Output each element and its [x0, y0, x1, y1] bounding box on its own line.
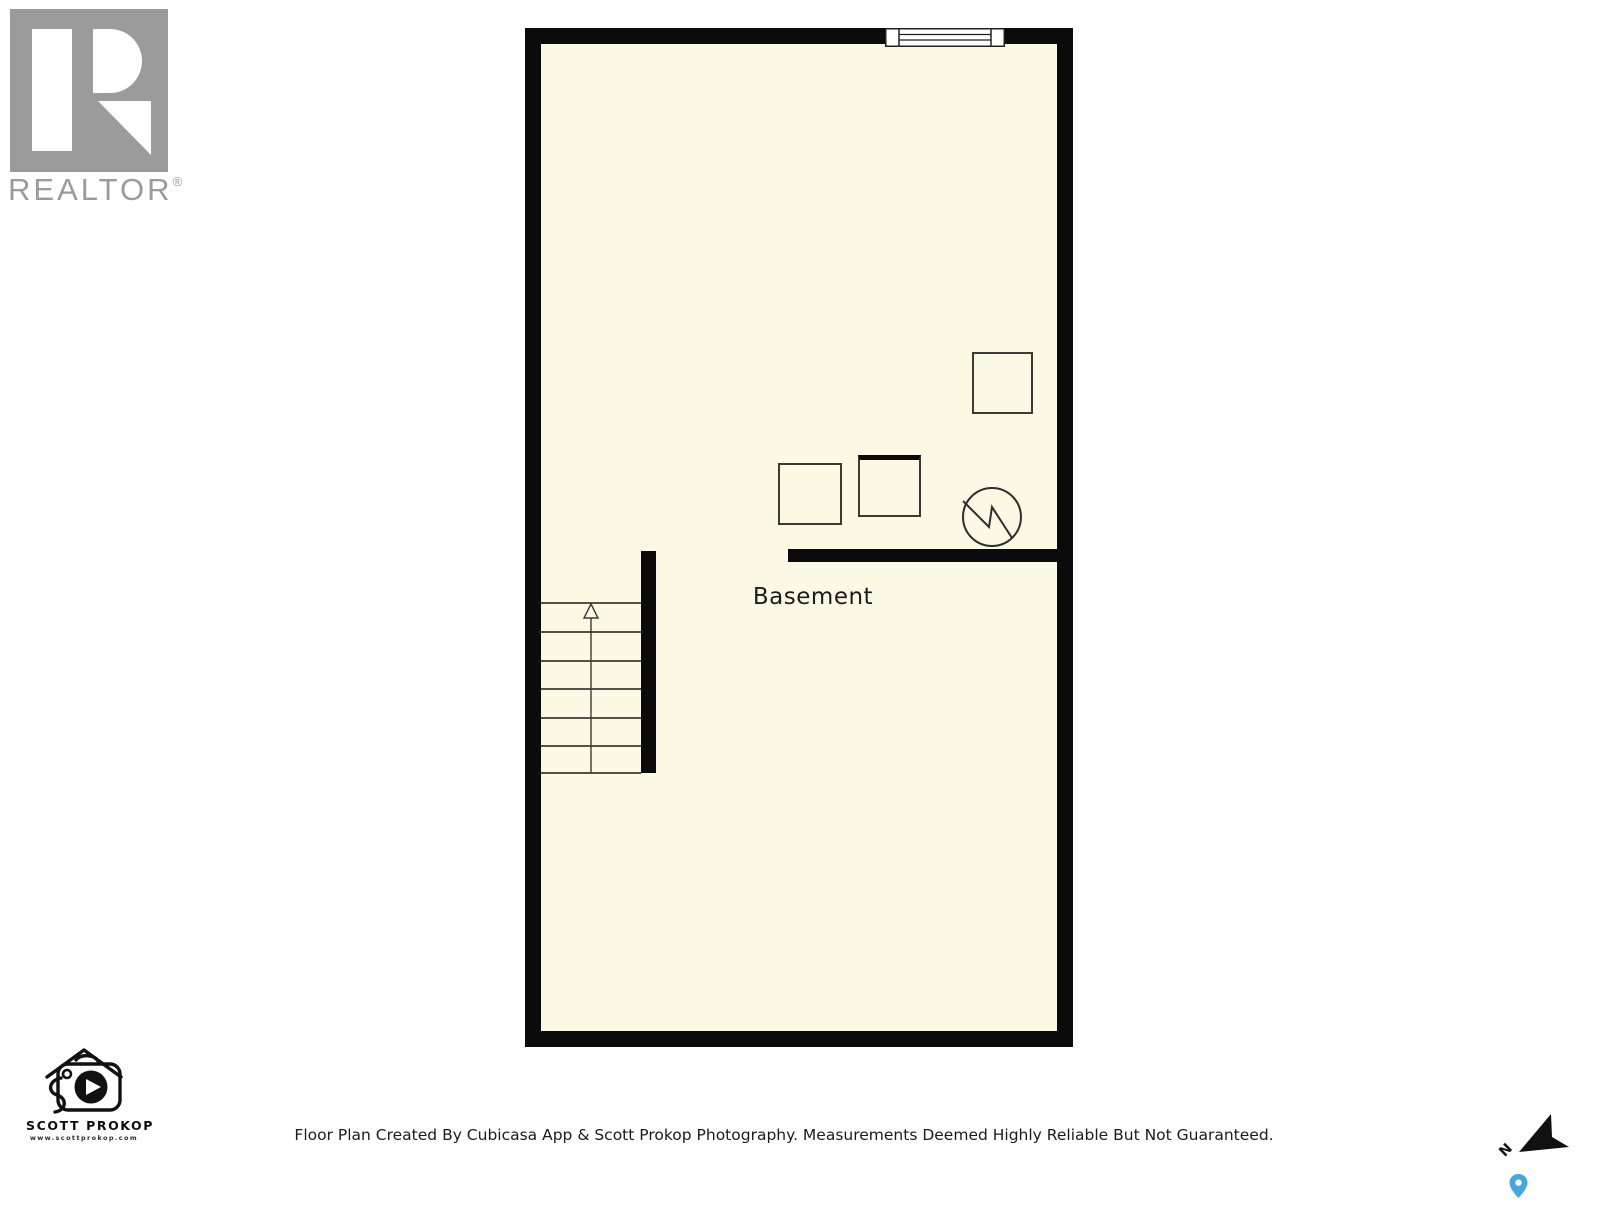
- realtor-block-r-logo: [10, 9, 168, 172]
- compass: [1490, 1088, 1580, 1203]
- photographer-name: SCOTT PROKOP: [26, 1118, 155, 1133]
- registered-trademark-icon: ®: [172, 174, 183, 189]
- stairs-up-arrow-icon: [541, 596, 641, 776]
- water-heater-icon: [959, 485, 1025, 551]
- north-arrow-icon: [1519, 1114, 1569, 1152]
- house-camera-logo: [34, 1044, 134, 1118]
- location-pin-icon: [1510, 1174, 1528, 1198]
- photographer-url: www.scottprokop.com: [29, 1134, 139, 1142]
- disclaimer-text: Floor Plan Created By Cubicasa App & Scott Prokop Photography. Measurements Deemed Highly Reliable But Not Guaranteed.: [294, 1126, 1274, 1144]
- fixture-square-1: [778, 463, 842, 525]
- staircase: [541, 596, 641, 776]
- fixture-square-2-heater: [858, 455, 921, 517]
- north-label: N: [1496, 1140, 1516, 1161]
- camera-house-icon: [34, 1044, 134, 1118]
- realtor-r-icon: [10, 9, 168, 172]
- realtor-wordmark-text: REALTOR: [8, 172, 173, 207]
- stairwell-wall: [641, 551, 656, 773]
- fixture-square-3: [972, 352, 1033, 414]
- realtor-wordmark: [8, 174, 198, 205]
- window-icon: [885, 28, 1005, 47]
- room-label-basement: Basement: [752, 584, 874, 610]
